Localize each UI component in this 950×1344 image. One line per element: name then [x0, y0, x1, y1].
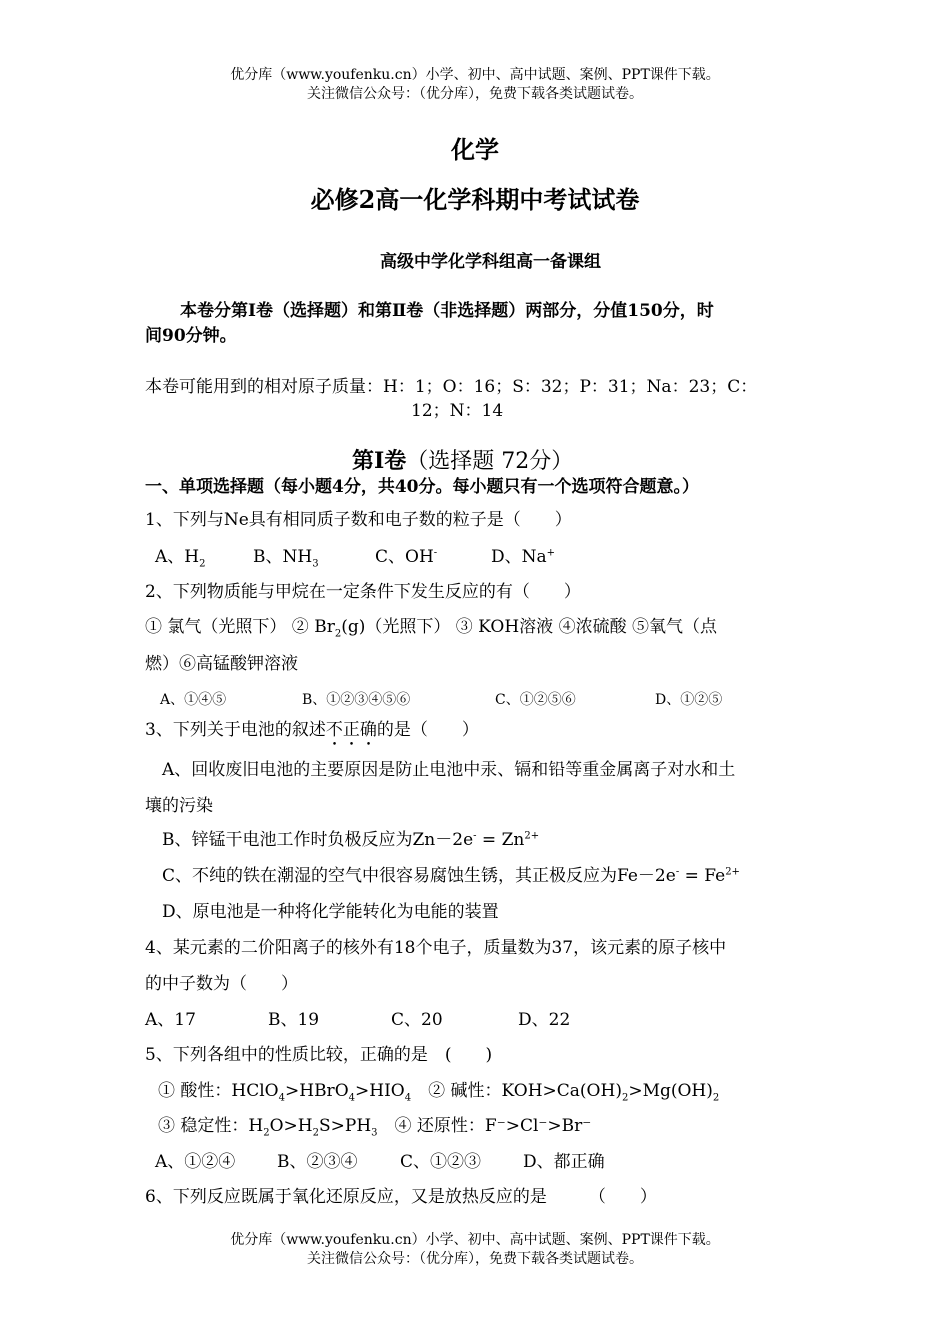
subject-title: 化学: [451, 135, 499, 164]
q2-items-line-1: ① 氯气（光照下） ② $Br_2(g)$（光照下） ③ KOH溶液 ④浓硫酸 ⑤氧气（点: [145, 617, 717, 640]
q5-statements-1-2: ① 酸性：$HClO_4>HBrO_4>HIO_4$ ② 碱性：$KOH>Ca(OH)_2>Mg(OH)_2$: [158, 1081, 720, 1104]
q6-answer-paren: （ ）: [588, 1187, 657, 1207]
q2-stem: 2、下列物质能与甲烷在一定条件下发生反应的有（ ）: [145, 582, 581, 602]
atomic-mass-line-1: 本卷可能用到的相对原子质量：H：1；O：16；S：32；P：31；Na：23；C：: [145, 377, 758, 397]
footer-line-2: 关注微信公众号：（优分库），免费下载各类试题试卷。: [307, 1251, 643, 1267]
q3-stem: 3、下列关于电池的叙述不正确的是（ ）: [145, 720, 479, 740]
footer-line-1: 优分库（www.youfenku.cn）小学、初中、高中试题、案例、PPT课件下载。: [230, 1232, 720, 1248]
header-line-1: 优分库（www.youfenku.cn）小学、初中、高中试题、案例、PPT课件下载。: [230, 67, 720, 83]
q4-option-b: B、19: [268, 1010, 320, 1030]
header-line-2: 关注微信公众号：（优分库），免费下载各类试题试卷。: [307, 86, 643, 102]
intro-line-2: 间90分钟。: [145, 326, 237, 346]
part1-subtitle: （选择题 72分）: [406, 449, 574, 474]
q6-stem: 6、下列反应既属于氧化还原反应，又是放热反应的是 （ ）: [145, 1187, 657, 1207]
q4-options: [145, 1008, 810, 1032]
q5-option-b: B、②③④: [277, 1152, 358, 1172]
q5-options: [155, 1150, 820, 1174]
q4-stem-line-2: 的中子数为（ ）: [145, 974, 298, 994]
q2-option-a: A、①④⑤: [160, 692, 227, 708]
q3-emphasis: 不正确: [325, 720, 377, 740]
atomic-mass-line-2: 12；N：14: [411, 401, 504, 421]
q2-option-c: C、①②⑤⑥: [495, 692, 576, 708]
q4-option-a: A、17: [145, 1010, 196, 1030]
q3-option-a-line-1: A、回收废旧电池的主要原因是防止电池中汞、镉和铅等重金属离子对水和土: [162, 760, 736, 780]
q2-items-line-2: 燃）⑥高锰酸钾溶液: [145, 654, 298, 674]
q2-options: [160, 688, 825, 712]
q1-option-b: B、$NH_3$: [253, 547, 319, 570]
q3-option-c: C、不纯的铁在潮湿的空气中很容易腐蚀生锈，其正极反应为$Fe-2e^- = Fe^{2+}$: [162, 866, 740, 886]
q3-option-a-line-2: 壤的污染: [145, 796, 213, 816]
q1-option-a: A、$H_2$: [155, 547, 206, 570]
q1-options: [155, 545, 820, 569]
q1-option-c: C、OH-: [375, 547, 438, 567]
q1-stem: 1、下列与Ne具有相同质子数和电子数的粒子是（ ）: [145, 510, 572, 530]
q3-option-b: B、锌锰干电池工作时负极反应为$Zn-2e^- = Zn^{2+}$: [162, 830, 540, 850]
author-line: 高级中学化学科组高一备课组: [380, 252, 601, 272]
q5-option-d: D、都正确: [523, 1152, 605, 1172]
q3-option-d: D、原电池是一种将化学能转化为电能的装置: [162, 902, 499, 922]
intro-line-1: 本卷分第Ⅰ卷（选择题）和第Ⅱ卷（非选择题）两部分，分值150分，时: [180, 301, 714, 321]
q5-option-c: C、①②③: [400, 1152, 482, 1172]
q1-option-d: D、Na+: [491, 547, 556, 567]
q2-option-b: B、①②③④⑤⑥: [302, 692, 411, 708]
q5-statements-3-4: ③ 稳定性：$H_2O>H_2S>PH_3$ ④ 还原性：F⁻>Cl⁻>Br⁻: [158, 1116, 592, 1139]
part1-heading: [352, 447, 950, 476]
q4-option-c: C、20: [391, 1010, 443, 1030]
section-heading: 一、单项选择题（每小题4分，共40分。每小题只有一个选项符合题意。）: [145, 477, 699, 497]
q2-option-d: D、①②⑤: [655, 692, 723, 708]
q4-option-d: D、22: [518, 1010, 571, 1030]
q5-stem: 5、下列各组中的性质比较，正确的是 ( ): [145, 1045, 493, 1065]
part1-title: 第Ⅰ卷: [352, 448, 407, 474]
q5-option-a: A、①②④: [155, 1152, 236, 1172]
exam-title: 必修2高一化学科期中考试试卷: [310, 185, 640, 214]
q4-stem-line-1: 4、某元素的二价阳离子的核外有18个电子，质量数为37，该元素的原子核中: [145, 938, 727, 958]
